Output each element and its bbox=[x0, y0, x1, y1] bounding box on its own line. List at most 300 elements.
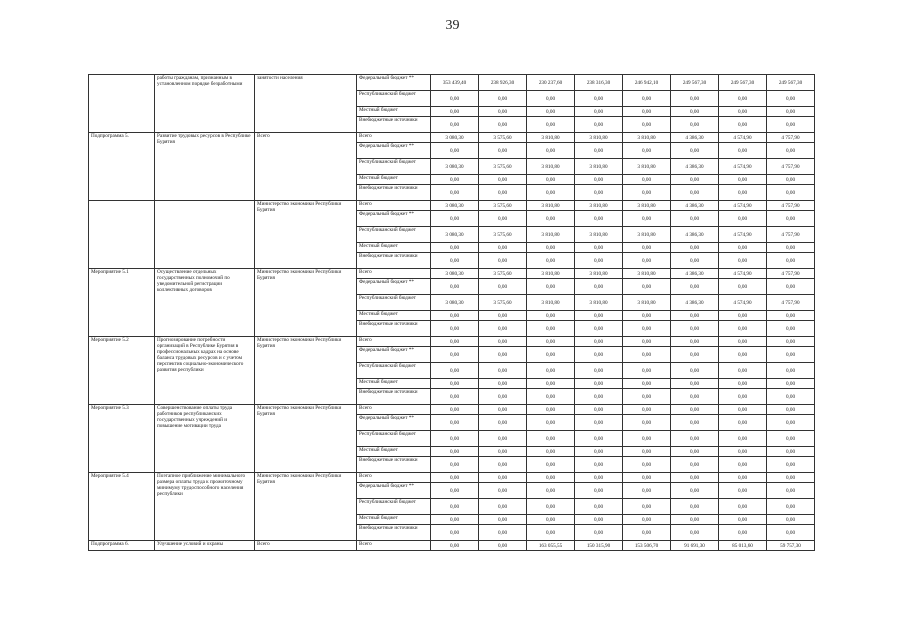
amount-cell: 0,00 bbox=[623, 473, 671, 483]
amount-cell: 0,00 bbox=[479, 363, 527, 379]
table-row bbox=[89, 201, 815, 211]
funding-source: Всего bbox=[357, 405, 431, 415]
amount-cell: 0,00 bbox=[671, 515, 719, 525]
amount-cell: 0,00 bbox=[623, 91, 671, 107]
amount-cell: 0,00 bbox=[671, 415, 719, 431]
amount-cell: 0,00 bbox=[623, 279, 671, 295]
amount-cell: 0,00 bbox=[575, 415, 623, 431]
amount-cell: 4 386,30 bbox=[671, 159, 719, 175]
row-name: Подпрограмма 6. bbox=[89, 541, 155, 551]
amount-cell: 0,00 bbox=[575, 525, 623, 541]
amount-cell: 0,00 bbox=[479, 499, 527, 515]
amount-cell: 0,00 bbox=[479, 243, 527, 253]
amount-cell: 0,00 bbox=[719, 175, 767, 185]
row-title bbox=[155, 201, 255, 269]
amount-cell: 0,00 bbox=[719, 363, 767, 379]
amount-cell: 0,00 bbox=[575, 389, 623, 405]
amount-cell: 0,00 bbox=[479, 321, 527, 337]
amount-cell: 0,00 bbox=[527, 473, 575, 483]
amount-cell: 0,00 bbox=[671, 107, 719, 117]
funding-source: Республиканский бюджет bbox=[357, 431, 431, 447]
page-number: 39 bbox=[445, 18, 460, 33]
amount-cell: 0,00 bbox=[767, 525, 815, 541]
amount-cell: 0,00 bbox=[623, 483, 671, 499]
amount-cell: 0,00 bbox=[719, 337, 767, 347]
amount-cell: 4 574,90 bbox=[719, 201, 767, 211]
funding-source: Внебюджетные источники bbox=[357, 185, 431, 201]
amount-cell: 0,00 bbox=[479, 389, 527, 405]
amount-cell: 0,00 bbox=[719, 483, 767, 499]
amount-cell: 0,00 bbox=[431, 185, 479, 201]
amount-cell: 0,00 bbox=[767, 457, 815, 473]
amount-cell: 0,00 bbox=[575, 253, 623, 269]
row-name: Мероприятие 5.2 bbox=[89, 337, 155, 405]
amount-cell: 0,00 bbox=[431, 515, 479, 525]
table-row bbox=[89, 337, 815, 347]
amount-cell: 4 757,90 bbox=[767, 227, 815, 243]
amount-cell: 0,00 bbox=[431, 243, 479, 253]
funding-source: Федеральный бюджет ** bbox=[357, 483, 431, 499]
amount-cell: 0,00 bbox=[719, 431, 767, 447]
funding-source: Федеральный бюджет ** bbox=[357, 75, 431, 91]
amount-cell: 0,00 bbox=[575, 347, 623, 363]
amount-cell: 0,00 bbox=[479, 117, 527, 133]
amount-cell: 0,00 bbox=[527, 321, 575, 337]
funding-source: Федеральный бюджет ** bbox=[357, 347, 431, 363]
funding-source: Местный бюджет bbox=[357, 379, 431, 389]
amount-cell: 0,00 bbox=[767, 473, 815, 483]
amount-cell: 0,00 bbox=[527, 91, 575, 107]
amount-cell: 3 810,80 bbox=[575, 201, 623, 211]
amount-cell: 0,00 bbox=[431, 405, 479, 415]
amount-cell: 0,00 bbox=[431, 337, 479, 347]
amount-cell: 0,00 bbox=[431, 499, 479, 515]
table-row bbox=[89, 75, 815, 91]
funding-source: Внебюджетные источники bbox=[357, 321, 431, 337]
table-row bbox=[89, 133, 815, 143]
amount-cell: 0,00 bbox=[767, 243, 815, 253]
amount-cell: 0,00 bbox=[767, 143, 815, 159]
amount-cell: 0,00 bbox=[431, 117, 479, 133]
amount-cell: 0,00 bbox=[671, 211, 719, 227]
amount-cell: 0,00 bbox=[767, 279, 815, 295]
amount-cell: 0,00 bbox=[527, 431, 575, 447]
row-title: работы гражданам, признанным в установленном порядке безработными bbox=[155, 75, 255, 133]
amount-cell: 0,00 bbox=[767, 389, 815, 405]
funding-source: Местный бюджет bbox=[357, 311, 431, 321]
amount-cell: 0,00 bbox=[719, 473, 767, 483]
amount-cell: 0,00 bbox=[527, 243, 575, 253]
amount-cell: 3 810,80 bbox=[575, 159, 623, 175]
amount-cell: 0,00 bbox=[767, 253, 815, 269]
funding-source: Местный бюджет bbox=[357, 243, 431, 253]
amount-cell: 0,00 bbox=[719, 211, 767, 227]
row-name: Мероприятие 5.3 bbox=[89, 405, 155, 473]
amount-cell: 0,00 bbox=[767, 91, 815, 107]
amount-cell: 353 439,40 bbox=[431, 75, 479, 91]
amount-cell: 3 810,80 bbox=[623, 159, 671, 175]
row-title: Поэтапное приближение минимального размера оплаты труда к прожиточному минимуму трудоспособного населения республики bbox=[155, 473, 255, 541]
amount-cell: 0,00 bbox=[431, 457, 479, 473]
amount-cell: 3 080,30 bbox=[431, 227, 479, 243]
amount-cell: 0,00 bbox=[671, 175, 719, 185]
amount-cell: 4 574,90 bbox=[719, 269, 767, 279]
amount-cell: 3 080,30 bbox=[431, 159, 479, 175]
amount-cell: 0,00 bbox=[623, 447, 671, 457]
amount-cell: 0,00 bbox=[671, 483, 719, 499]
amount-cell: 0,00 bbox=[719, 311, 767, 321]
amount-cell: 0,00 bbox=[719, 91, 767, 107]
funding-source: Федеральный бюджет ** bbox=[357, 279, 431, 295]
amount-cell: 0,00 bbox=[431, 211, 479, 227]
amount-cell: 0,00 bbox=[719, 279, 767, 295]
table-row bbox=[89, 269, 815, 279]
amount-cell: 3 575,60 bbox=[479, 133, 527, 143]
amount-cell: 0,00 bbox=[527, 185, 575, 201]
amount-cell: 0,00 bbox=[767, 311, 815, 321]
table-row bbox=[89, 541, 815, 551]
amount-cell: 0,00 bbox=[479, 379, 527, 389]
table-row bbox=[89, 473, 815, 483]
amount-cell: 0,00 bbox=[671, 499, 719, 515]
amount-cell: 0,00 bbox=[431, 447, 479, 457]
amount-cell: 0,00 bbox=[479, 473, 527, 483]
amount-cell: 0,00 bbox=[623, 389, 671, 405]
amount-cell: 0,00 bbox=[767, 431, 815, 447]
amount-cell: 0,00 bbox=[479, 107, 527, 117]
amount-cell: 0,00 bbox=[575, 431, 623, 447]
amount-cell: 0,00 bbox=[575, 379, 623, 389]
funding-source: Федеральный бюджет ** bbox=[357, 143, 431, 159]
amount-cell: 0,00 bbox=[767, 211, 815, 227]
row-executor: Министерство экономики Республики Бурятия bbox=[255, 269, 357, 337]
amount-cell: 0,00 bbox=[623, 415, 671, 431]
amount-cell: 3 575,60 bbox=[479, 159, 527, 175]
amount-cell: 0,00 bbox=[767, 175, 815, 185]
amount-cell: 0,00 bbox=[719, 447, 767, 457]
amount-cell: 0,00 bbox=[767, 405, 815, 415]
amount-cell: 238 316,30 bbox=[575, 75, 623, 91]
funding-source: Федеральный бюджет ** bbox=[357, 211, 431, 227]
amount-cell: 4 757,90 bbox=[767, 201, 815, 211]
amount-cell: 0,00 bbox=[527, 447, 575, 457]
row-executor: Министерство экономики Республики Бурятия bbox=[255, 473, 357, 541]
row-title: Прогнозирование потребности организаций в Республике Бурятия в профессиональных кадрах на основе баланса трудовых ресурсов и с учетом перспектив социально-экономического развития республики bbox=[155, 337, 255, 405]
funding-source: Местный бюджет bbox=[357, 515, 431, 525]
amount-cell: 0,00 bbox=[671, 347, 719, 363]
amount-cell: 0,00 bbox=[671, 473, 719, 483]
amount-cell: 0,00 bbox=[671, 243, 719, 253]
amount-cell: 3 575,60 bbox=[479, 295, 527, 311]
amount-cell: 0,00 bbox=[623, 347, 671, 363]
amount-cell: 4 757,90 bbox=[767, 133, 815, 143]
amount-cell: 3 810,80 bbox=[623, 201, 671, 211]
amount-cell: 0,00 bbox=[719, 525, 767, 541]
amount-cell: 4 757,90 bbox=[767, 295, 815, 311]
amount-cell: 0,00 bbox=[671, 117, 719, 133]
amount-cell: 0,00 bbox=[527, 379, 575, 389]
amount-cell: 150 315,90 bbox=[575, 541, 623, 551]
amount-cell: 4 574,90 bbox=[719, 159, 767, 175]
amount-cell: 0,00 bbox=[575, 337, 623, 347]
amount-cell: 4 757,90 bbox=[767, 159, 815, 175]
funding-source: Республиканский бюджет bbox=[357, 363, 431, 379]
amount-cell: 0,00 bbox=[719, 143, 767, 159]
amount-cell: 0,00 bbox=[767, 415, 815, 431]
amount-cell: 0,00 bbox=[623, 253, 671, 269]
amount-cell: 0,00 bbox=[767, 515, 815, 525]
funding-source: Всего bbox=[357, 201, 431, 211]
amount-cell: 0,00 bbox=[623, 405, 671, 415]
amount-cell: 0,00 bbox=[575, 447, 623, 457]
amount-cell: 4 386,30 bbox=[671, 133, 719, 143]
amount-cell: 0,00 bbox=[575, 91, 623, 107]
amount-cell: 0,00 bbox=[479, 457, 527, 473]
amount-cell: 0,00 bbox=[431, 311, 479, 321]
amount-cell: 3 080,30 bbox=[431, 295, 479, 311]
amount-cell: 0,00 bbox=[719, 107, 767, 117]
amount-cell: 0,00 bbox=[479, 185, 527, 201]
funding-source: Республиканский бюджет bbox=[357, 91, 431, 107]
row-executor: Всего bbox=[255, 541, 357, 551]
amount-cell: 0,00 bbox=[575, 175, 623, 185]
amount-cell: 3 810,80 bbox=[527, 159, 575, 175]
amount-cell: 0,00 bbox=[623, 243, 671, 253]
amount-cell: 0,00 bbox=[671, 279, 719, 295]
amount-cell: 0,00 bbox=[767, 185, 815, 201]
row-name: Подпрограмма 5. bbox=[89, 133, 155, 201]
amount-cell: 0,00 bbox=[767, 337, 815, 347]
amount-cell: 0,00 bbox=[575, 405, 623, 415]
amount-cell: 0,00 bbox=[575, 279, 623, 295]
amount-cell: 0,00 bbox=[623, 337, 671, 347]
amount-cell: 0,00 bbox=[575, 143, 623, 159]
amount-cell: 0,00 bbox=[623, 175, 671, 185]
amount-cell: 0,00 bbox=[527, 211, 575, 227]
amount-cell: 0,00 bbox=[479, 525, 527, 541]
funding-source: Всего bbox=[357, 473, 431, 483]
amount-cell: 230 237,60 bbox=[527, 75, 575, 91]
amount-cell: 0,00 bbox=[431, 473, 479, 483]
amount-cell: 0,00 bbox=[719, 405, 767, 415]
amount-cell: 0,00 bbox=[623, 431, 671, 447]
amount-cell: 0,00 bbox=[527, 483, 575, 499]
amount-cell: 0,00 bbox=[431, 415, 479, 431]
amount-cell: 0,00 bbox=[527, 279, 575, 295]
funding-source: Федеральный бюджет ** bbox=[357, 415, 431, 431]
amount-cell: 246 942,10 bbox=[623, 75, 671, 91]
amount-cell: 0,00 bbox=[527, 389, 575, 405]
amount-cell: 0,00 bbox=[527, 117, 575, 133]
row-name bbox=[89, 75, 155, 133]
amount-cell: 0,00 bbox=[527, 311, 575, 321]
amount-cell: 0,00 bbox=[575, 311, 623, 321]
amount-cell: 0,00 bbox=[527, 525, 575, 541]
amount-cell: 0,00 bbox=[767, 321, 815, 337]
amount-cell: 0,00 bbox=[431, 107, 479, 117]
amount-cell: 3 810,80 bbox=[575, 133, 623, 143]
amount-cell: 0,00 bbox=[767, 379, 815, 389]
amount-cell: 0,00 bbox=[479, 415, 527, 431]
amount-cell: 4 757,90 bbox=[767, 269, 815, 279]
amount-cell: 0,00 bbox=[479, 541, 527, 551]
amount-cell: 0,00 bbox=[719, 243, 767, 253]
funding-source: Республиканский бюджет bbox=[357, 227, 431, 243]
amount-cell: 3 080,30 bbox=[431, 133, 479, 143]
amount-cell: 0,00 bbox=[479, 347, 527, 363]
amount-cell: 3 810,80 bbox=[575, 227, 623, 243]
amount-cell: 249 567,30 bbox=[671, 75, 719, 91]
funding-source: Всего bbox=[357, 541, 431, 551]
amount-cell: 0,00 bbox=[479, 253, 527, 269]
amount-cell: 0,00 bbox=[767, 363, 815, 379]
amount-cell: 0,00 bbox=[575, 363, 623, 379]
amount-cell: 0,00 bbox=[431, 175, 479, 185]
amount-cell: 0,00 bbox=[623, 143, 671, 159]
row-executor: Всего bbox=[255, 133, 357, 201]
amount-cell: 0,00 bbox=[479, 483, 527, 499]
row-title: Улучшение условий и охраны bbox=[155, 541, 255, 551]
row-executor: Министерство экономики Республики Бурятия bbox=[255, 337, 357, 405]
row-title: Развитие трудовых ресурсов в Республике Бурятия bbox=[155, 133, 255, 201]
amount-cell: 0,00 bbox=[527, 347, 575, 363]
amount-cell: 3 810,80 bbox=[623, 295, 671, 311]
amount-cell: 0,00 bbox=[719, 185, 767, 201]
amount-cell: 249 567,30 bbox=[719, 75, 767, 91]
amount-cell: 0,00 bbox=[719, 253, 767, 269]
amount-cell: 0,00 bbox=[671, 337, 719, 347]
amount-cell: 3 810,80 bbox=[527, 201, 575, 211]
funding-source: Местный бюджет bbox=[357, 107, 431, 117]
amount-cell: 3 810,80 bbox=[527, 133, 575, 143]
funding-source: Республиканский бюджет bbox=[357, 159, 431, 175]
amount-cell: 4 574,90 bbox=[719, 295, 767, 311]
amount-cell: 0,00 bbox=[719, 347, 767, 363]
amount-cell: 3 810,80 bbox=[623, 269, 671, 279]
amount-cell: 0,00 bbox=[431, 525, 479, 541]
amount-cell: 0,00 bbox=[671, 457, 719, 473]
amount-cell: 0,00 bbox=[527, 405, 575, 415]
amount-cell: 0,00 bbox=[527, 337, 575, 347]
amount-cell: 0,00 bbox=[575, 243, 623, 253]
amount-cell: 0,00 bbox=[479, 91, 527, 107]
amount-cell: 0,00 bbox=[527, 363, 575, 379]
funding-source: Всего bbox=[357, 269, 431, 279]
funding-source: Республиканский бюджет bbox=[357, 295, 431, 311]
amount-cell: 3 810,80 bbox=[575, 269, 623, 279]
amount-cell: 91 691,30 bbox=[671, 541, 719, 551]
amount-cell: 0,00 bbox=[623, 515, 671, 525]
amount-cell: 0,00 bbox=[767, 499, 815, 515]
budget-table-container bbox=[88, 74, 814, 551]
amount-cell: 0,00 bbox=[623, 499, 671, 515]
amount-cell: 0,00 bbox=[479, 431, 527, 447]
amount-cell: 0,00 bbox=[671, 143, 719, 159]
amount-cell: 0,00 bbox=[431, 483, 479, 499]
row-executor: Министерство экономики Республики Бурятия bbox=[255, 405, 357, 473]
amount-cell: 0,00 bbox=[431, 253, 479, 269]
amount-cell: 0,00 bbox=[671, 91, 719, 107]
amount-cell: 0,00 bbox=[719, 415, 767, 431]
amount-cell: 0,00 bbox=[671, 405, 719, 415]
amount-cell: 59 757,30 bbox=[767, 541, 815, 551]
amount-cell: 4 386,30 bbox=[671, 269, 719, 279]
amount-cell: 3 575,60 bbox=[479, 201, 527, 211]
amount-cell: 0,00 bbox=[431, 363, 479, 379]
amount-cell: 0,00 bbox=[431, 431, 479, 447]
row-name bbox=[89, 201, 155, 269]
amount-cell: 0,00 bbox=[431, 541, 479, 551]
amount-cell: 0,00 bbox=[623, 185, 671, 201]
funding-source: Всего bbox=[357, 337, 431, 347]
amount-cell: 0,00 bbox=[719, 499, 767, 515]
amount-cell: 0,00 bbox=[719, 515, 767, 525]
amount-cell: 0,00 bbox=[671, 389, 719, 405]
amount-cell: 0,00 bbox=[575, 515, 623, 525]
amount-cell: 0,00 bbox=[671, 321, 719, 337]
amount-cell: 0,00 bbox=[767, 107, 815, 117]
amount-cell: 0,00 bbox=[479, 515, 527, 525]
amount-cell: 0,00 bbox=[575, 117, 623, 133]
amount-cell: 0,00 bbox=[527, 515, 575, 525]
amount-cell: 0,00 bbox=[719, 321, 767, 337]
amount-cell: 163 055,55 bbox=[527, 541, 575, 551]
amount-cell: 0,00 bbox=[671, 363, 719, 379]
amount-cell: 3 080,30 bbox=[431, 269, 479, 279]
amount-cell: 0,00 bbox=[479, 211, 527, 227]
amount-cell: 0,00 bbox=[623, 311, 671, 321]
amount-cell: 0,00 bbox=[623, 457, 671, 473]
amount-cell: 4 386,30 bbox=[671, 295, 719, 311]
amount-cell: 4 574,90 bbox=[719, 227, 767, 243]
table-body bbox=[89, 75, 815, 551]
amount-cell: 0,00 bbox=[623, 379, 671, 389]
budget-table bbox=[88, 74, 815, 551]
amount-cell: 0,00 bbox=[527, 499, 575, 515]
amount-cell: 0,00 bbox=[767, 117, 815, 133]
amount-cell: 0,00 bbox=[671, 379, 719, 389]
amount-cell: 0,00 bbox=[431, 389, 479, 405]
amount-cell: 249 567,30 bbox=[767, 75, 815, 91]
amount-cell: 0,00 bbox=[431, 347, 479, 363]
amount-cell: 0,00 bbox=[431, 321, 479, 337]
amount-cell: 0,00 bbox=[527, 175, 575, 185]
row-name: Мероприятие 5.4 bbox=[89, 473, 155, 541]
amount-cell: 4 574,90 bbox=[719, 133, 767, 143]
amount-cell: 3 575,60 bbox=[479, 269, 527, 279]
amount-cell: 0,00 bbox=[671, 525, 719, 541]
amount-cell: 3 575,60 bbox=[479, 227, 527, 243]
amount-cell: 0,00 bbox=[575, 499, 623, 515]
row-executor: занятости населения bbox=[255, 75, 357, 133]
amount-cell: 0,00 bbox=[575, 483, 623, 499]
amount-cell: 0,00 bbox=[527, 253, 575, 269]
row-title: Осуществление отдельных государственных полномочий по уведомительной регистрации коллективных договоров bbox=[155, 269, 255, 337]
funding-source: Внебюджетные источники bbox=[357, 117, 431, 133]
funding-source: Внебюджетные источники bbox=[357, 253, 431, 269]
amount-cell: 0,00 bbox=[671, 253, 719, 269]
funding-source: Республиканский бюджет bbox=[357, 499, 431, 515]
amount-cell: 0,00 bbox=[767, 447, 815, 457]
amount-cell: 0,00 bbox=[527, 143, 575, 159]
amount-cell: 0,00 bbox=[431, 143, 479, 159]
amount-cell: 0,00 bbox=[431, 279, 479, 295]
amount-cell: 0,00 bbox=[767, 483, 815, 499]
amount-cell: 0,00 bbox=[479, 143, 527, 159]
funding-source: Местный бюджет bbox=[357, 447, 431, 457]
amount-cell: 0,00 bbox=[479, 405, 527, 415]
funding-source: Внебюджетные источники bbox=[357, 389, 431, 405]
